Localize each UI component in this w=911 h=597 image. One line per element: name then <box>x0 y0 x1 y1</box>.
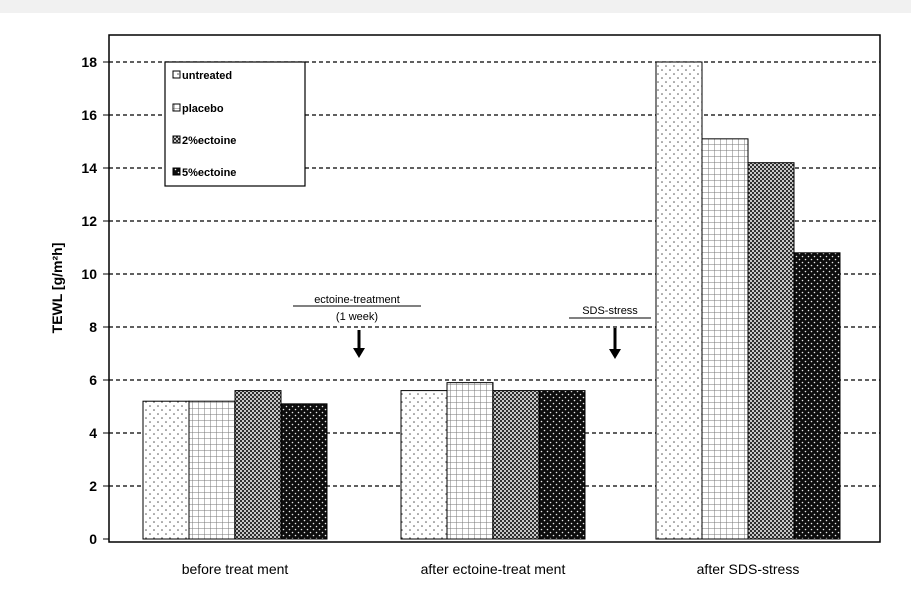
y-tick-label: 12 <box>81 213 97 229</box>
y-tick-label: 2 <box>89 478 97 494</box>
y-tick-label: 8 <box>89 319 97 335</box>
bar-5-ectoine-0 <box>281 404 327 539</box>
bar-untreated-2 <box>656 62 702 539</box>
y-tick-label: 4 <box>89 425 97 441</box>
bar-5-ectoine-2 <box>794 253 840 539</box>
y-tick-label: 18 <box>81 54 97 70</box>
bar-2-ectoine-0 <box>235 391 281 539</box>
legend <box>165 62 305 186</box>
x-axis-labels <box>182 561 800 577</box>
x-category-label: after ectoine-treat ment <box>420 561 566 577</box>
legend-label-2pct-ectoine: 2%ectoine <box>182 135 237 147</box>
y-axis-label: TEWL [g/m²h] <box>49 242 65 334</box>
legend-item-5pct-ectoine <box>173 167 236 179</box>
bar-2-ectoine-2 <box>748 163 794 539</box>
bar-untreated-1 <box>401 391 447 539</box>
bar-5-ectoine-1 <box>539 391 585 539</box>
y-tick-label: 6 <box>89 372 97 388</box>
annotation-sds-stress <box>569 305 651 359</box>
legend-label-placebo: placebo <box>182 103 224 115</box>
y-axis-ticks <box>81 54 109 547</box>
bar-2-ectoine-1 <box>493 391 539 539</box>
down-arrow-icon <box>353 330 365 358</box>
y-tick-label: 16 <box>81 107 97 123</box>
bar-placebo-1 <box>447 383 493 539</box>
y-tick-label: 10 <box>81 266 97 282</box>
annotation-ectoine-line2: (1 week) <box>335 311 379 323</box>
annotation-ectoine-line1: ectoine-treatment <box>314 294 400 306</box>
y-tick-label: 0 <box>89 531 97 547</box>
legend-item-2pct-ectoine <box>173 135 236 147</box>
bar-placebo-0 <box>189 401 235 539</box>
legend-label-5pct-ectoine: 5%ectoine <box>182 167 237 179</box>
down-arrow-icon <box>609 328 621 359</box>
bar-placebo-2 <box>702 139 748 539</box>
legend-label-untreated: untreated <box>182 70 233 82</box>
x-category-label: after SDS-stress <box>696 561 800 577</box>
annotation-ectoine-treatment <box>293 294 421 358</box>
x-category-label: before treat ment <box>181 561 289 577</box>
legend-item-untreated <box>173 70 232 82</box>
annotation-sds-line1: SDS-stress <box>582 305 638 317</box>
bar-untreated-0 <box>143 401 189 539</box>
y-tick-label: 14 <box>81 160 97 176</box>
